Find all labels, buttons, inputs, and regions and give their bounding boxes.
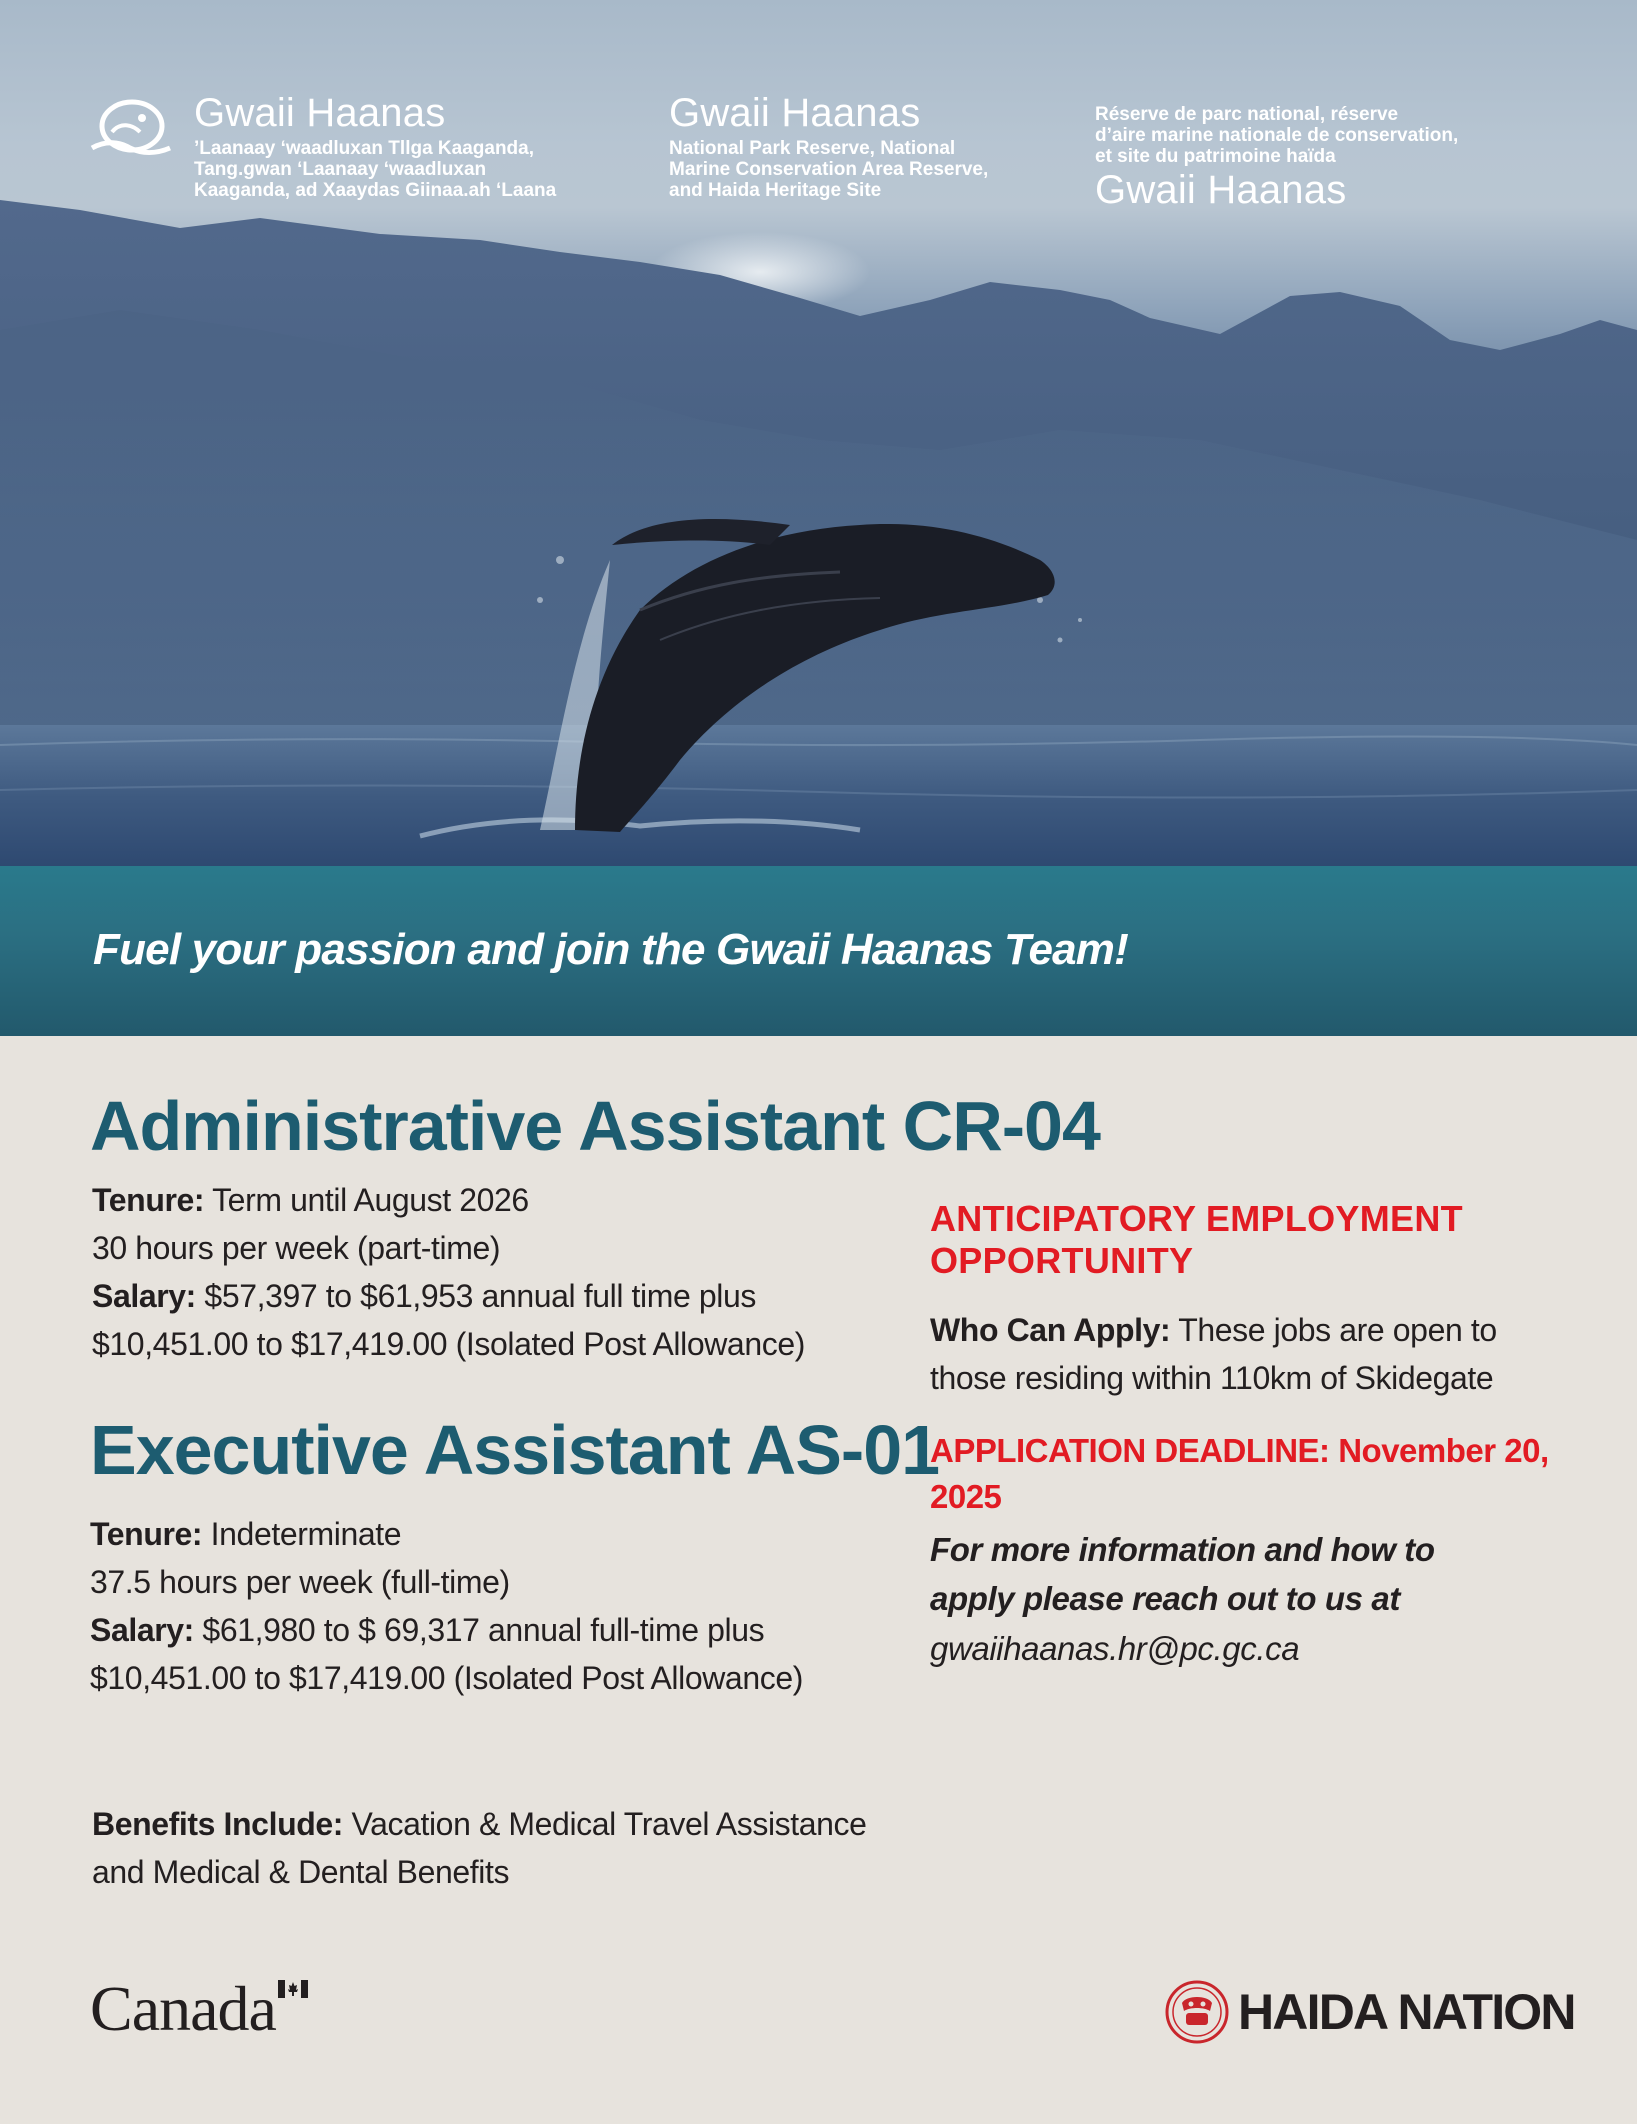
canada-flag-icon	[278, 1980, 308, 1998]
who-label: Who Can Apply:	[930, 1312, 1171, 1348]
logo-haida-language	[194, 92, 556, 201]
who-value: These jobs are open to	[1170, 1312, 1497, 1348]
anticipatory-line: ANTICIPATORY EMPLOYMENT	[930, 1198, 1463, 1239]
job1-title: Administrative Assistant CR-04	[90, 1087, 1100, 1165]
job1-hours: 30 hours per week (part-time)	[92, 1230, 501, 1266]
logo1-line: Kaaganda, ad Xaaydas Giinaa.ah ‘Laana	[194, 180, 557, 201]
job2-details	[90, 1510, 803, 1702]
logo-english	[669, 92, 988, 201]
anticipatory-heading	[930, 1198, 1530, 1282]
logo3-line: et site du patrimoine haïda	[1095, 146, 1336, 167]
logo3-title: Gwaii Haanas	[1095, 168, 1347, 212]
logo1-line: ’Laanaay ‘waadluxan Tllga Kaaganda,	[194, 138, 535, 159]
job2-salary-label: Salary:	[90, 1612, 194, 1648]
job1-salary-label: Salary:	[92, 1278, 196, 1314]
logo1-line: Tang.gwan ‘Laanaay ‘waadluxan	[194, 159, 487, 180]
application-deadline	[930, 1428, 1549, 1520]
job1-salary-value: $57,397 to $61,953 annual full time plus	[195, 1278, 756, 1314]
benefits-label: Benefits Include:	[92, 1806, 344, 1842]
job1-allowance: $10,451.00 to $17,419.00 (Isolated Post Allowance)	[92, 1326, 805, 1362]
who-can-apply	[930, 1306, 1530, 1402]
benefits-value-2: and Medical & Dental Benefits	[92, 1854, 510, 1890]
logo2-line: National Park Reserve, National	[669, 138, 956, 159]
job2-salary-value: $61,980 to $ 69,317 annual full-time plus	[193, 1612, 765, 1648]
more-info-line: For more information and how to	[930, 1531, 1435, 1568]
logo2-title: Gwaii Haanas	[669, 91, 921, 135]
logo3-line: d’aire marine nationale de conservation,	[1095, 125, 1459, 146]
job1-tenure-label: Tenure:	[92, 1182, 205, 1218]
deadline-line: APPLICATION DEADLINE: November 20,	[930, 1432, 1549, 1469]
more-info-line: apply please reach out to us at	[930, 1580, 1400, 1617]
more-info	[930, 1525, 1530, 1623]
job2-tenure-label: Tenure:	[90, 1516, 203, 1552]
job2-title: Executive Assistant AS-01	[90, 1411, 940, 1489]
benefits	[92, 1800, 867, 1896]
hero-banner	[0, 0, 1637, 1036]
anticipatory-line: OPPORTUNITY	[930, 1240, 1194, 1281]
canada-wordmark: Canada	[90, 1973, 276, 2044]
job2-tenure-value: Indeterminate	[202, 1516, 402, 1552]
haida-nation-logo	[1164, 1980, 1575, 2044]
logo1-title: Gwaii Haanas	[194, 91, 446, 135]
who-value-2: those residing within 110km of Skidegate	[930, 1360, 1494, 1396]
job2-allowance: $10,451.00 to $17,419.00 (Isolated Post Allowance)	[90, 1660, 803, 1696]
job1-tenure-value: Term until August 2026	[204, 1182, 529, 1218]
deadline-line: 2025	[930, 1478, 1002, 1515]
haida-nation-text: HAIDA NATION	[1238, 1984, 1575, 2040]
job1-details	[92, 1176, 805, 1368]
logo2-line: and Haida Heritage Site	[669, 180, 882, 201]
logo-french	[1095, 98, 1458, 211]
contact-email-link[interactable]: gwaiihaanas.hr@pc.gc.ca	[930, 1630, 1300, 1667]
logo3-line: Réserve de parc national, réserve	[1095, 104, 1399, 125]
logo2-line: Marine Conservation Area Reserve,	[669, 159, 989, 180]
job2-hours: 37.5 hours per week (full-time)	[90, 1564, 510, 1600]
haida-crest-icon	[1164, 1979, 1230, 2045]
benefits-value: Vacation & Medical Travel Assistance	[343, 1806, 867, 1842]
parks-canada-beaver-icon	[86, 92, 174, 164]
tagline: Fuel your passion and join the Gwaii Haanas Team!	[93, 925, 1128, 974]
